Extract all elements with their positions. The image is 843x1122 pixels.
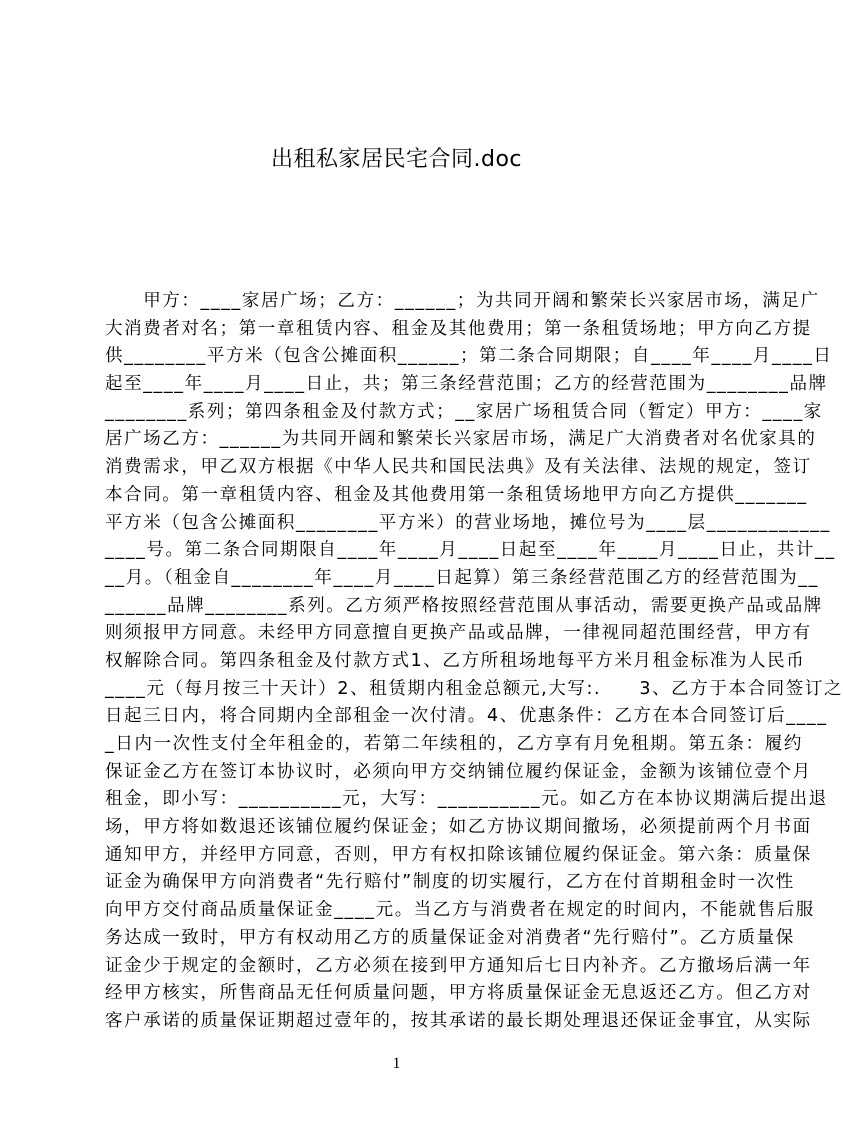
text-line: _日内一次性支付全年租金的，若第二年续租的，乙方享有月免租期。第五条：履约	[105, 734, 803, 754]
text-line: 日起三日内，将合同期内全部租金一次付清。4、优惠条件：乙方在本合同签订后____	[105, 706, 828, 727]
text-line: 起至____年____月____日止，共；第三条经营范围；乙方的经营范围为________品牌	[105, 374, 828, 395]
text-line: 本合同。第一章租赁内容、租金及其他费用第一条租赁场地甲方向乙方提供_______	[105, 484, 808, 505]
text-line: ____号。第二条合同期限自____年____月____日起至____年____月____日止，共计__	[105, 540, 836, 561]
text-line: 则须报甲方同意。未经甲方同意擅自更换产品或品牌，一律视同超范围经营，甲方有	[105, 623, 812, 644]
text-line: 场，甲方将如数退还该铺位履约保证金；如乙方协议期间撤场，必须提前两个月书面	[105, 817, 812, 838]
text-line: 居广场乙方：______为共同开阔和繁荣长兴家居市场，满足广大消费者对名优家具的	[105, 429, 817, 450]
text-line: 甲方：____家居广场；乙方：______；为共同开阔和繁荣长兴家居市场，满足广	[105, 291, 820, 311]
text-line: 租金，即小写：__________元，大写：__________元。如乙方在本协议期满后提出退	[105, 789, 828, 810]
text-line: __月。（租金自________年____月____日起算）第三条经营范围乙方的经营范围为__	[105, 567, 819, 588]
text-line: 平方米（包含公摊面积________平方米）的营业场地，摊位号为____层____________	[105, 512, 831, 533]
text-line: ______品牌________系列。乙方须严格按照经营范围从事活动，需要更换产品或品牌	[105, 595, 823, 616]
text-line: 大消费者对名；第一章租赁内容、租金及其他费用；第一条租赁场地；甲方向乙方提	[105, 318, 812, 339]
document-title: 出租私家居民宅合同.doc	[270, 147, 522, 172]
text-line: 证金少于规定的金额时，乙方必须在接到甲方通知后七日内补齐。乙方撤场后满一年	[105, 955, 812, 976]
text-line: 向甲方交付商品质量保证金____元。当乙方与消费者在规定的时间内，不能就售后服	[105, 900, 815, 921]
text-line: 客户承诺的质量保证期超过壹年的，按其承诺的最长期处理退还保证金事宜，从实际	[105, 1010, 812, 1031]
text-line: ____元（每月按三十天计）2、租赁期内租金总额元,大写:. 3、乙方于本合同签订之	[105, 678, 843, 699]
text-line: 经甲方核实，所售商品无任何质量问题，甲方将质量保证金无息返还乙方。但乙方对	[105, 983, 812, 1004]
text-line: 消费需求，甲乙双方根据《中华人民共和国民法典》及有关法律、法规的规定，签订	[105, 457, 812, 478]
text-line: ________系列；第四条租金及付款方式；__家居广场租赁合同（暂定）甲方：____家	[105, 401, 823, 422]
text-line: 证金为确保甲方向消费者“先行赔付”制度的切实履行，乙方在付首期租金时一次性	[105, 872, 795, 893]
page-number: 1	[392, 1055, 401, 1072]
text-line: 保证金乙方在签订本协议时，必须向甲方交纳铺位履约保证金，金额为该铺位壹个月	[105, 761, 812, 782]
text-line: 供________平方米（包含公摊面积______；第二条合同期限；自____年____月____日	[105, 346, 833, 367]
text-line: 权解除合同。第四条租金及付款方式1、乙方所租场地每平方米月租金标准为人民币	[105, 650, 806, 671]
text-line: 务达成一致时，甲方有权动用乙方的质量保证金对消费者“先行赔付”。乙方质量保	[105, 927, 795, 948]
text-line: 通知甲方，并经甲方同意，否则，甲方有权扣除该铺位履约保证金。第六条：质量保	[105, 844, 812, 865]
document-body	[105, 288, 843, 1036]
